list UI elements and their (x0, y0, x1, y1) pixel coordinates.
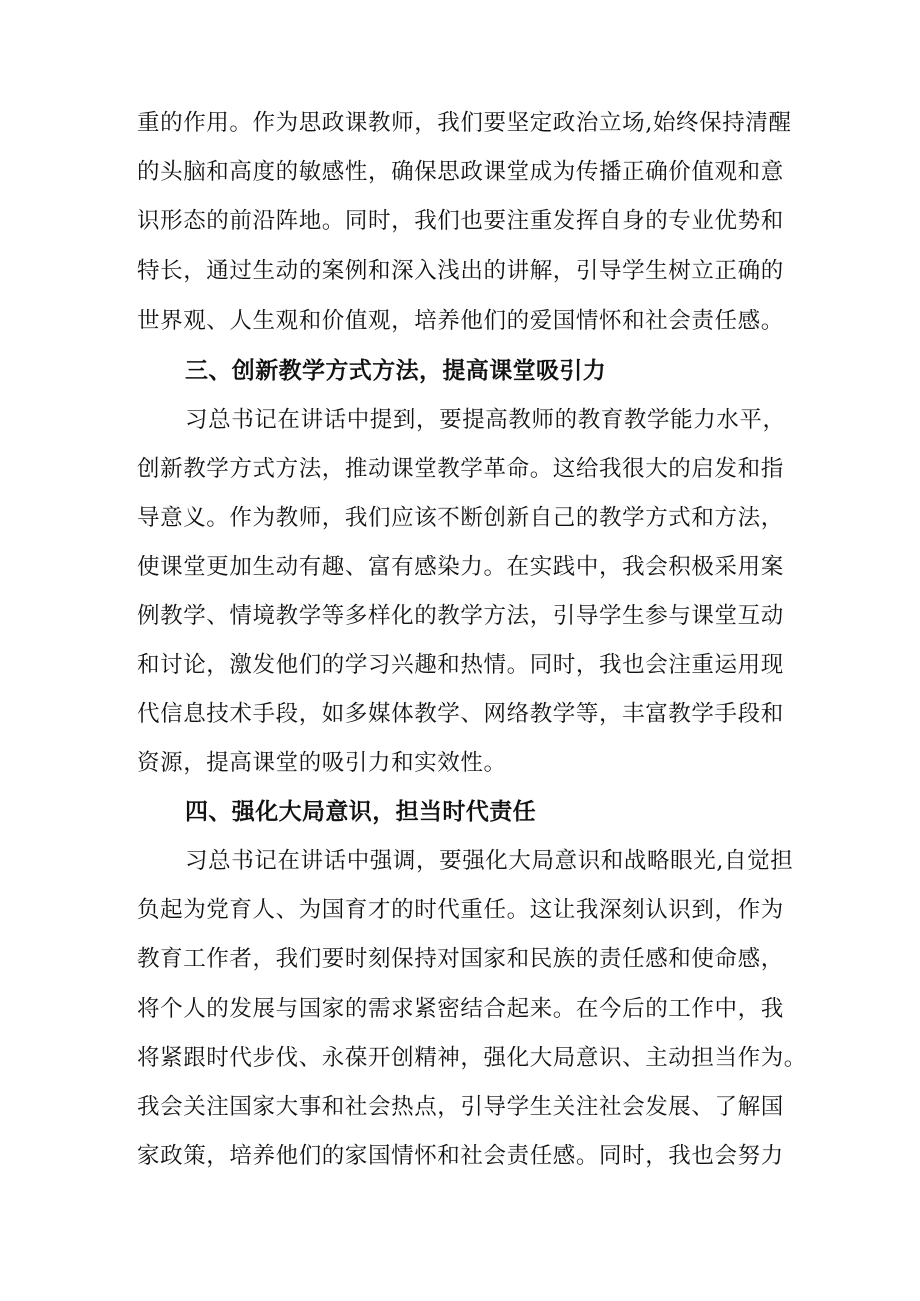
paragraph-line: 资源，提高课堂的吸引力和实效性。 (137, 750, 507, 776)
paragraph-line: 特长，通过生动的案例和深入浅出的讲解，引导学生树立正确的 (137, 258, 784, 284)
paragraph-line: 教育工作者，我们要时刻保持对国家和民族的责任感和使命感， (137, 946, 784, 972)
paragraph-line: 的头脑和高度的敏感性，确保思政课堂成为传播正确价值观和意 (137, 159, 784, 185)
paragraph-line: 将个人的发展与国家的需求紧密结合起来。在今后的工作中，我 (137, 996, 784, 1022)
paragraph-line: 和讨论，激发他们的学习兴趣和热情。同时，我也会注重运用现 (137, 652, 784, 678)
paragraph-line: 习总书记在讲话中提到，要提高教师的教育教学能力水平， (185, 407, 786, 433)
paragraph-line: 代信息技术手段，如多媒体教学、网络教学等，丰富教学手段和 (137, 701, 784, 727)
paragraph-line: 世界观、人生观和价值观，培养他们的爱国情怀和社会责任感。 (137, 308, 784, 334)
paragraph-line: 习总书记在讲话中强调，要强化大局意识和战略眼光,自觉担 (185, 848, 794, 874)
section-heading-3: 三、创新教学方式方法，提高课堂吸引力 (185, 358, 607, 384)
paragraph-line: 将紧跟时代步伐、永葆开创精神，强化大局意识、主动担当作为。 (137, 1045, 807, 1071)
paragraph-line: 例教学、情境教学等多样化的教学方法，引导学生参与课堂互动 (137, 603, 784, 629)
paragraph-line: 我会关注国家大事和社会热点，引导学生关注社会发展、了解国 (137, 1094, 784, 1120)
paragraph-line: 家政策，培养他们的家国情怀和社会责任感。同时，我也会努力 (137, 1143, 784, 1169)
paragraph-line: 识形态的前沿阵地。同时，我们也要注重发挥自身的专业优势和 (137, 208, 784, 234)
paragraph-line: 导意义。作为教师，我们应该不断创新自己的教学方式和方法， (137, 505, 784, 531)
section-heading-4: 四、强化大局意识，担当时代责任 (185, 799, 536, 825)
paragraph-line: 重的作用。作为思政课教师，我们要坚定政治立场,始终保持清醒 (137, 110, 792, 136)
paragraph-line: 创新教学方式方法，推动课堂教学革命。这给我很大的启发和指 (137, 456, 784, 482)
paragraph-line: 使课堂更加生动有趣、富有感染力。在实践中，我会积极采用案 (137, 554, 784, 580)
paragraph-line: 负起为党育人、为国育才的时代重任。这让我深刻认识到，作为 (137, 897, 784, 923)
